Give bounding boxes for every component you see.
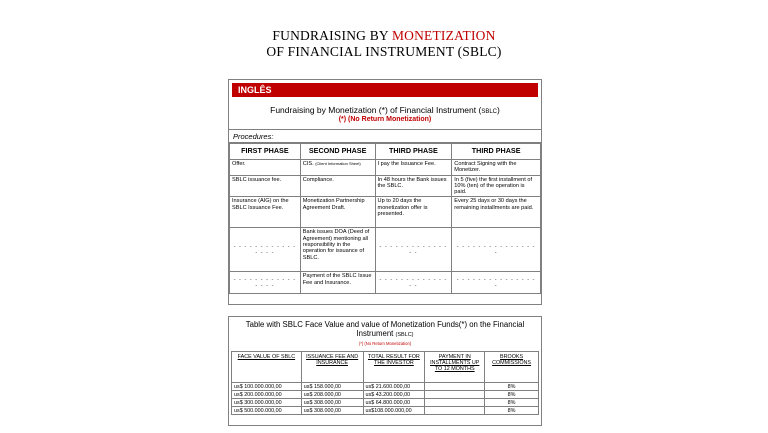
document-title-line2: OF FINANCIAL INSTRUMENT (SBLC) — [266, 44, 502, 59]
header-face-value: FACE VALUE OF SBLC — [232, 352, 302, 383]
header-third-phase-2: THIRD PHASE — [452, 144, 541, 160]
table-cell: 8% — [485, 407, 539, 415]
phases-table — [229, 143, 541, 294]
values-table — [231, 351, 539, 415]
procedures-label: Procedures: — [229, 129, 541, 143]
table-cell: - - - - - - - - - - - - - - - - — [230, 228, 301, 272]
table-cell: - - - - - - - - - - - - - - - — [375, 272, 452, 294]
table-row — [230, 272, 541, 294]
header-second-phase: SECOND PHASE — [300, 144, 375, 160]
title-highlight: MONETIZATION — [391, 28, 496, 43]
table-row — [232, 391, 539, 399]
table-cell: In 5 (five) the first installment of 10% (ten) of the operation is paid. — [452, 175, 541, 197]
header-commissions: BROOKS COMMISSIONS — [485, 352, 539, 383]
title-prefix: FUNDRAISING BY — [272, 28, 392, 43]
values-heading — [229, 320, 541, 346]
table-row — [230, 197, 541, 228]
values-heading-text: Table with SBLC Face Value and value of Monetization Funds(*) on the Financial Instrument — [245, 320, 525, 338]
phases-subheading: (*) (No Return Monetization) — [338, 116, 432, 123]
header-installments: PAYMENT IN INSTALLMENTS UP TO 12 MONTHS — [425, 352, 485, 383]
header-first-phase: FIRST PHASE — [230, 144, 301, 160]
table-row — [230, 228, 541, 272]
table-cell: Up to 20 days the monetization offer is presented. — [375, 197, 452, 228]
table-cell — [425, 399, 485, 407]
table-cell: - - - - - - - - - - - - - - - - — [452, 228, 541, 272]
table-row — [232, 383, 539, 391]
table-cell: Insurance (AIG) on the SBLC Issuance Fee. — [230, 197, 301, 228]
table-cell: us$ 43.200.000,00 — [363, 391, 425, 399]
phases-panel — [228, 79, 542, 305]
table-cell: us$ 308.000,00 — [301, 399, 363, 407]
table-cell: 8% — [485, 399, 539, 407]
table-cell: us$ 158.000,00 — [301, 383, 363, 391]
table-row — [230, 175, 541, 197]
table-cell: us$ 300.000.000,00 — [232, 399, 302, 407]
table-cell — [425, 391, 485, 399]
table-cell: 8% — [485, 383, 539, 391]
table-row — [230, 160, 541, 176]
phases-heading-end: ) — [497, 105, 500, 115]
header-third-phase: THIRD PHASE — [375, 144, 452, 160]
phases-heading-text: Fundraising by Monetization (*) of Financial Instrument ( — [270, 105, 482, 115]
table-cell: - - - - - - - - - - - - - - - - — [230, 272, 301, 294]
language-bar: INGLÊS — [232, 83, 538, 97]
table-cell: us$ 64.800.000,00 — [363, 399, 425, 407]
table-cell: In 48 hours the Bank issues the SBLC. — [375, 175, 452, 197]
table-cell: SBLC issuance fee. — [230, 175, 301, 197]
table-cell: us$ 500.000.000,00 — [232, 407, 302, 415]
table-cell: Payment of the SBLC Issue Fee and Insurance. — [300, 272, 375, 294]
values-subheading: (*) (No Return Monetization) — [358, 341, 412, 346]
table-cell: - - - - - - - - - - - - - - - - — [452, 272, 541, 294]
table-cell: us$ 200.000.000,00 — [232, 391, 302, 399]
table-cell: Offer. — [230, 160, 301, 176]
table-cell — [425, 383, 485, 391]
table-cell: 8% — [485, 391, 539, 399]
table-cell — [425, 407, 485, 415]
phases-header-row — [230, 144, 541, 160]
table-cell: Bank issues DOA (Deed of Agreement) mentioning all responsibility in the operation for issuance of SBLC. — [300, 228, 375, 272]
table-row — [232, 407, 539, 415]
table-cell: - - - - - - - - - - - - - - - — [375, 228, 452, 272]
values-heading-small: (SBLC) — [395, 332, 414, 338]
phases-heading — [229, 100, 541, 123]
table-cell: I pay the Issuance Fee. — [375, 160, 452, 176]
table-row — [232, 399, 539, 407]
phases-heading-small: SBLC — [481, 109, 498, 115]
table-cell: us$ 208.000,00 — [301, 391, 363, 399]
values-header-row — [232, 352, 539, 383]
table-cell: Compliance. — [300, 175, 375, 197]
header-total-result: TOTAL RESULT FOR THE INVESTOR — [363, 352, 425, 383]
table-cell: us$ 21.600.000,00 — [363, 383, 425, 391]
table-cell: us$ 100.000.000,00 — [232, 383, 302, 391]
table-cell: Contract Signing with the Monetizer. — [452, 160, 541, 176]
table-cell — [300, 160, 375, 176]
values-panel — [228, 316, 542, 426]
table-cell: us$ 308.000,00 — [301, 407, 363, 415]
header-issuance-fee: ISSUANCE FEE AND INSURANCE — [301, 352, 363, 383]
cis-text: CIS. — [302, 161, 316, 167]
document-title-line1 — [0, 28, 768, 44]
table-cell: Monetization Partnership Agreement Draft. — [300, 197, 375, 228]
table-cell: us$108.000.000,00 — [363, 407, 425, 415]
cis-note: (Client Information Sheet) — [315, 161, 361, 166]
table-cell: Every 25 days or 30 days the remaining installments are paid. — [452, 197, 541, 228]
